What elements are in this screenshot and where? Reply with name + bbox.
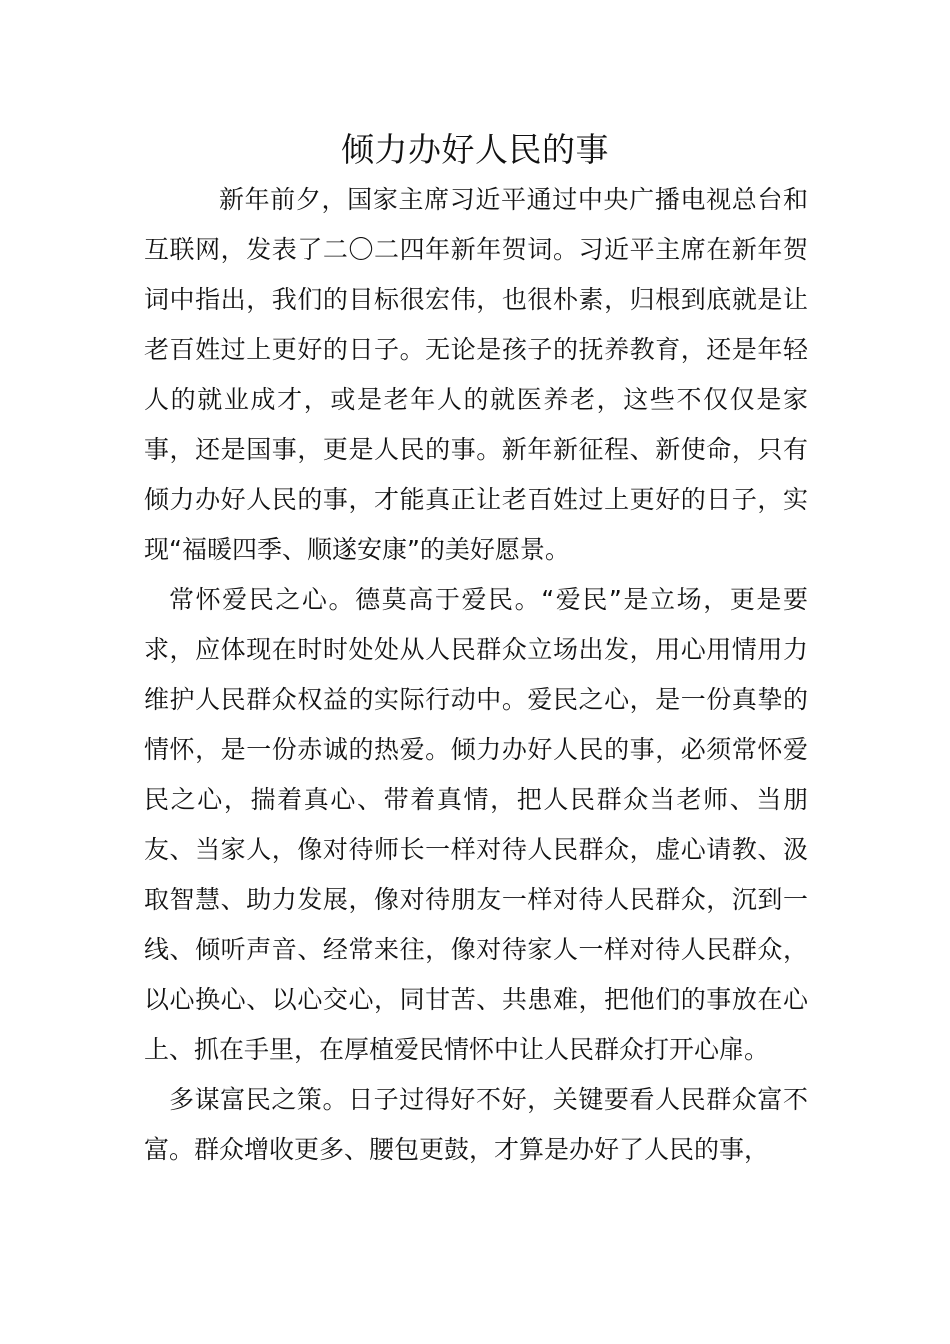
- paragraph-1: 新年前夕，国家主席习近平通过中央广播电视总台和互联网，发表了二〇二四年新年贺词。习近平主席在新年贺词中指出，我们的目标很宏伟，也很朴素，归根到底就是让老百姓过上更好的日子。无论是孩子的抚养教育，还是年轻人的就业成才，或是老年人的就医养老，这些不仅仅是家事，还是国事，更是人民的事。新年新征程、新使命，只有倾力办好人民的事，才能真正让老百姓过上更好的日子，实现“福暖四季、顺遂安康”的美好愿景。: [144, 185, 808, 564]
- document-body: [144, 175, 808, 1175]
- paragraph-3: 多谋富民之策。日子过得好不好，关键要看人民群众富不富。群众增收更多、腰包更鼓，才算是办好了人民的事，: [144, 1085, 808, 1164]
- paragraph-2: 常怀爱民之心。德莫高于爱民。“爱民”是立场，更是要求，应体现在时时处处从人民群众立场出发，用心用情用力维护人民群众权益的实际行动中。爱民之心，是一份真挚的情怀，是一份赤诚的热爱。倾力办好人民的事，必须常怀爱民之心，揣着真心、带着真情，把人民群众当老师、当朋友、当家人，像对待师长一样对待人民群众，虚心请教、汲取智慧、助力发展，像对待朋友一样对待人民群众，沉到一线、倾听声音、经常来往，像对待家人一样对待人民群众，以心换心、以心交心，同甘苦、共患难，把他们的事放在心上、抓在手里，在厚植爱民情怀中让人民群众打开心扉。: [144, 585, 808, 1064]
- document-title: 倾力办好人民的事: [341, 130, 609, 169]
